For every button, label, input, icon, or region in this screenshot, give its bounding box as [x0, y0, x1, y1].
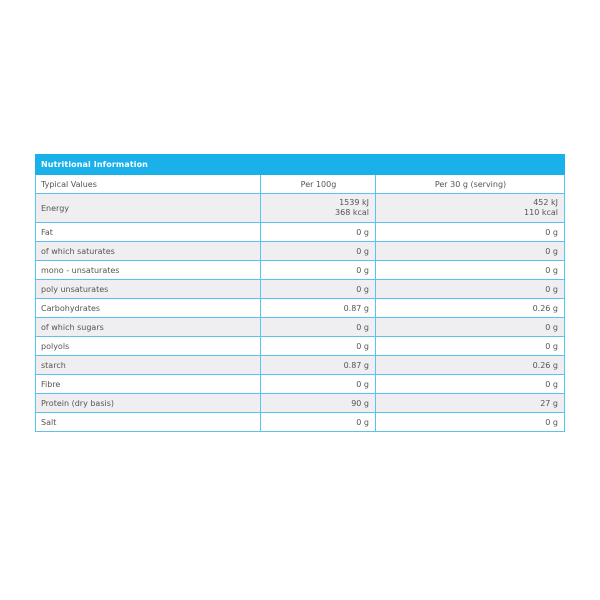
row-label: poly unsaturates	[36, 280, 261, 299]
row-label: of which saturates	[36, 242, 261, 261]
row-per-serving: 0 g	[376, 375, 565, 394]
row-label: of which sugars	[36, 318, 261, 337]
row-label: mono - unsaturates	[36, 261, 261, 280]
row-per-100g: 0 g	[261, 223, 376, 242]
row-label: Fat	[36, 223, 261, 242]
table-row	[36, 223, 565, 242]
energy-per-100g-cell	[261, 194, 376, 223]
energy-per-serving-kcal: 110 kcal	[524, 208, 559, 217]
row-per-100g: 0 g	[261, 242, 376, 261]
row-label: Fibre	[36, 375, 261, 394]
row-label: Energy	[36, 194, 261, 223]
table-header-row	[36, 175, 565, 194]
table-title-row	[36, 155, 565, 175]
row-per-100g: 0.87 g	[261, 356, 376, 375]
row-per-serving: 0.26 g	[376, 356, 565, 375]
row-per-100g: 0 g	[261, 261, 376, 280]
energy-per-serving-cell	[376, 194, 565, 223]
row-per-100g: 0.87 g	[261, 299, 376, 318]
row-label: polyols	[36, 337, 261, 356]
row-per-100g: 0 g	[261, 280, 376, 299]
row-per-serving: 0.26 g	[376, 299, 565, 318]
table-row	[36, 337, 565, 356]
table-row	[36, 242, 565, 261]
energy-per-100g-kj: 1539 kJ	[339, 198, 369, 207]
row-per-serving: 0 g	[376, 280, 565, 299]
header-per-serving: Per 30 g (serving)	[376, 175, 565, 194]
table-row	[36, 299, 565, 318]
row-per-serving: 0 g	[376, 223, 565, 242]
energy-per-100g-kcal: 368 kcal	[335, 208, 369, 217]
table-row	[36, 375, 565, 394]
row-per-serving: 0 g	[376, 242, 565, 261]
energy-per-serving-kj: 452 kJ	[533, 198, 559, 207]
row-per-100g: 0 g	[261, 375, 376, 394]
header-per-100g: Per 100g	[261, 175, 376, 194]
table-row	[36, 318, 565, 337]
row-per-100g: 0 g	[261, 318, 376, 337]
table-row	[36, 413, 565, 432]
row-per-100g: 90 g	[261, 394, 376, 413]
nutrition-table	[35, 154, 565, 432]
row-per-100g: 0 g	[261, 337, 376, 356]
row-per-serving: 0 g	[376, 413, 565, 432]
table-row	[36, 356, 565, 375]
table-row-energy	[36, 194, 565, 223]
row-per-serving: 0 g	[376, 261, 565, 280]
table-row	[36, 280, 565, 299]
row-label: Carbohydrates	[36, 299, 261, 318]
row-label: starch	[36, 356, 261, 375]
row-per-serving: 27 g	[376, 394, 565, 413]
row-per-serving: 0 g	[376, 337, 565, 356]
table-row	[36, 394, 565, 413]
row-per-serving: 0 g	[376, 318, 565, 337]
row-label: Protein (dry basis)	[36, 394, 261, 413]
table-row	[36, 261, 565, 280]
row-per-100g: 0 g	[261, 413, 376, 432]
header-typical-values: Typical Values	[36, 175, 261, 194]
row-label: Salt	[36, 413, 261, 432]
table-title: Nutritional Information	[36, 155, 565, 175]
